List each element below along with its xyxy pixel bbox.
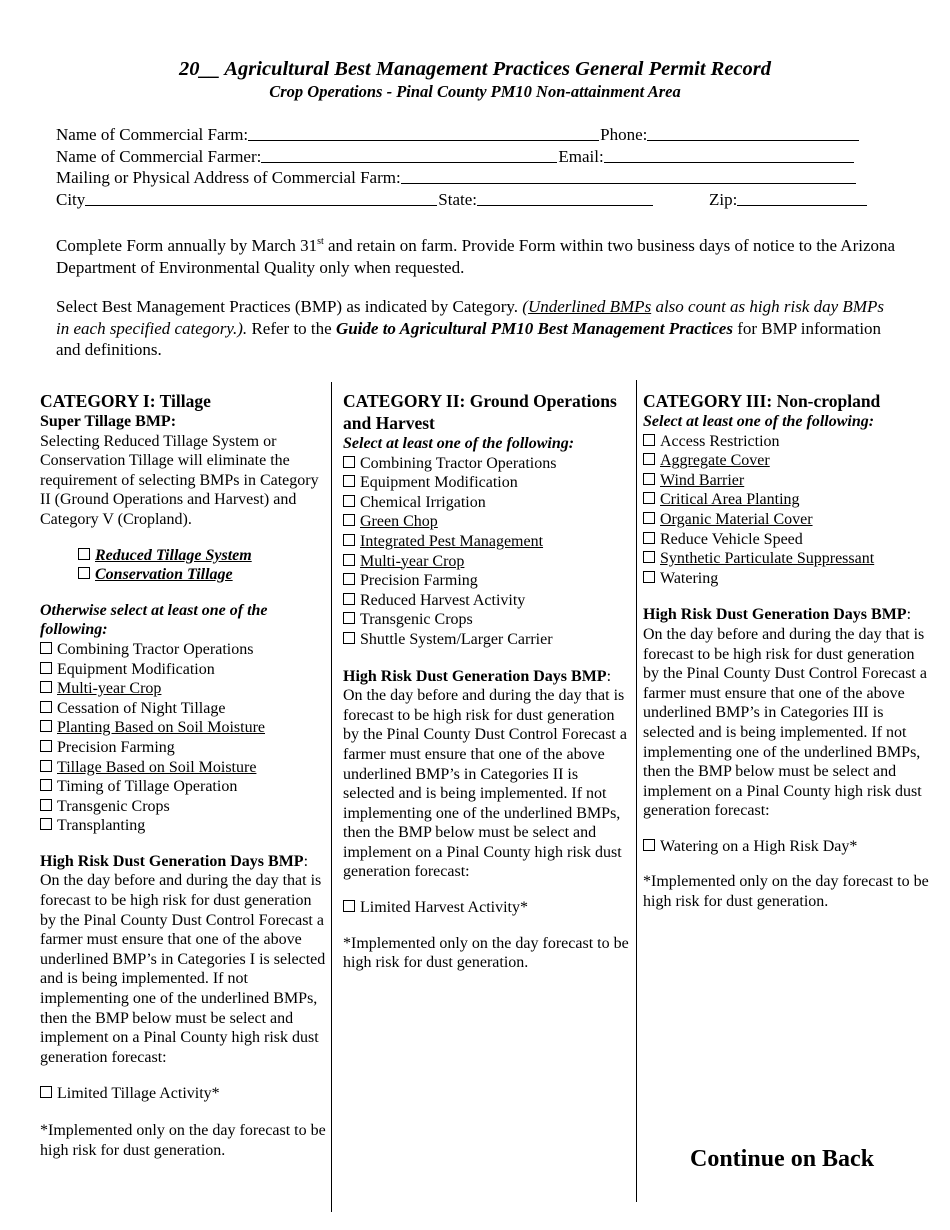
colon: : (606, 667, 612, 685)
item-label: Limited Tillage Activity* (57, 1085, 220, 1103)
cat2-item[interactable] (343, 552, 633, 572)
item-label: Planting Based on Soil Moisture (57, 719, 265, 737)
checkbox[interactable] (643, 453, 655, 465)
cat1-item[interactable] (40, 660, 328, 680)
select-instruction: Select at least one of the following: (343, 435, 575, 452)
guide-title: Guide to Agricultural PM10 Best Management Practices (335, 318, 733, 338)
item-label: Transgenic Crops (360, 611, 473, 629)
form-subtitle: Crop Operations - Pinal County PM10 Non-attainment Area (269, 82, 681, 101)
instructions-text: Complete Form annually by March 31 (56, 236, 318, 255)
select-instruction: Select at least one of the following: (643, 413, 875, 430)
item-label: Precision Farming (360, 572, 478, 590)
high-risk-heading-text: High Risk Dust Generation Days BMP (40, 852, 304, 870)
cat1-item[interactable] (40, 699, 328, 719)
cat1-item[interactable] (40, 718, 328, 738)
column-divider (331, 382, 332, 1212)
item-label: Reduced Tillage System (95, 546, 252, 564)
cat2-item[interactable] (343, 630, 633, 650)
checkbox[interactable] (40, 681, 52, 693)
checkbox[interactable] (40, 740, 52, 752)
item-label: Combining Tractor Operations (57, 640, 254, 658)
high-risk-text: On the day before and during the day that is forecast to be high risk for dust generation by the Pinal County Dust Control Forecast a farmer must ensure that one of the above underlined BMP’s in Categories III is selected and is being implemented. If not implementing one of the underlined BMPs, then the BMP below must be select and implement on a Pinal County high risk dust generation forecast: (643, 625, 927, 820)
item-label: Critical Area Planting (660, 491, 800, 509)
cat1-item[interactable] (40, 679, 328, 699)
checkbox[interactable] (40, 1086, 52, 1098)
state-label: State: (438, 189, 478, 209)
item-label: Wind Barrier (660, 471, 745, 489)
city-row (56, 189, 906, 211)
instructions-text: for BMP information and definitions. (56, 318, 882, 359)
checkbox[interactable] (643, 473, 655, 485)
checkbox[interactable] (40, 818, 52, 830)
item-label: Combining Tractor Operations (360, 454, 557, 472)
footnote: *Implemented only on the day forecast to be high risk for dust generation. (343, 934, 629, 972)
item-label: Synthetic Particulate Suppressant (660, 550, 875, 568)
cat1-item[interactable] (40, 777, 328, 797)
farm-name-input[interactable] (248, 124, 599, 141)
cat2-item[interactable] (343, 493, 633, 513)
column-divider (636, 380, 637, 1202)
item-label: Shuttle System/Larger Carrier (360, 630, 553, 648)
item-label: Equipment Modification (57, 660, 215, 678)
instructions-text: and retain on farm. Provide Form within two business days of notice to the Arizona Department of Environmental Quality only when requested. (56, 236, 896, 277)
checkbox[interactable] (343, 632, 355, 644)
checkbox[interactable] (40, 662, 52, 674)
cat1-high-risk-item[interactable] (40, 1084, 328, 1104)
state-input[interactable] (477, 189, 653, 206)
form-title: 20__ Agricultural Best Management Practices General Permit Record (178, 58, 772, 80)
ordinal-suffix: st (317, 236, 324, 247)
cat1-item[interactable] (40, 738, 328, 758)
farm-name-row (56, 124, 906, 146)
checkbox[interactable] (643, 434, 655, 446)
cat2-item[interactable] (343, 454, 633, 474)
colon: : (906, 606, 912, 624)
item-label: Cessation of Night Tillage (57, 699, 226, 717)
item-label: Reduce Vehicle Speed (660, 530, 803, 548)
email-label: Email: (558, 146, 604, 166)
cat1-item[interactable] (40, 797, 328, 817)
cat3-item[interactable] (643, 432, 933, 452)
super-tillage-heading: Super Tillage BMP: (40, 413, 177, 430)
cat3-item[interactable] (643, 471, 933, 491)
colon: : (303, 852, 309, 870)
category-2-column (343, 390, 633, 973)
high-risk-heading-text: High Risk Dust Generation Days BMP (643, 606, 907, 624)
checkbox[interactable] (343, 900, 355, 912)
continue-on-back: Continue on Back (690, 1146, 875, 1172)
instructions-paragraph-1 (56, 231, 896, 278)
checkbox[interactable] (343, 593, 355, 605)
category-1-heading: CATEGORY I: Tillage (40, 391, 211, 411)
item-label: Limited Harvest Activity* (360, 899, 528, 917)
checkbox[interactable] (40, 799, 52, 811)
address-row (56, 167, 906, 189)
item-label: Multi-year Crop (57, 680, 162, 698)
item-label: Green Chop (360, 513, 438, 531)
checkbox[interactable] (343, 554, 355, 566)
item-label: Conservation Tillage (95, 566, 233, 584)
cat2-item[interactable] (343, 473, 633, 493)
checkbox[interactable] (40, 701, 52, 713)
checkbox[interactable] (643, 492, 655, 504)
item-label: Transgenic Crops (57, 797, 170, 815)
high-risk-text: On the day before and during the day that is forecast to be high risk for dust generation by the Pinal County Dust Control Forecast a farmer must ensure that one of the above underlined BMP’s in Categories II is selected and is being implemented. If not implementing one of the underlined BMPs, then the BMP below must be select and implement on a Pinal County high risk dust generation forecast: (343, 687, 627, 881)
cat3-item[interactable] (643, 451, 933, 471)
cat3-item[interactable] (643, 549, 933, 569)
otherwise-instruction: Otherwise select at least one of the following: (40, 601, 268, 639)
zip-input[interactable] (737, 189, 867, 206)
instructions-text: Refer to the (247, 318, 336, 338)
item-label: Aggregate Cover (660, 452, 770, 470)
item-label: Chemical Irrigation (360, 493, 486, 511)
category-3-column (643, 390, 933, 912)
city-input[interactable] (85, 189, 437, 206)
farm-name-label: Name of Commercial Farm: (56, 125, 249, 144)
checkbox[interactable] (343, 514, 355, 526)
address-input[interactable] (401, 167, 856, 184)
super-tillage-text: Selecting Reduced Tillage System or Conservation Tillage will eliminate the requirement of selecting BMPs in Category II (Ground Operations and Harvest) and Category V (Cropland). (40, 432, 319, 528)
category-1-column (40, 390, 328, 1160)
checkbox[interactable] (40, 760, 52, 772)
high-risk-heading (343, 667, 633, 687)
farmer-name-input[interactable] (261, 146, 557, 163)
cat3-item[interactable] (643, 490, 933, 510)
cat1-item[interactable] (40, 640, 328, 660)
city-label: City (56, 189, 86, 209)
checkbox[interactable] (643, 551, 655, 563)
cat2-item[interactable] (343, 512, 633, 532)
item-label: Integrated Pest Management (360, 532, 544, 550)
footnote: *Implemented only on the day forecast to be high risk for dust generation. (40, 1122, 326, 1159)
item-label: Watering (660, 569, 719, 587)
checkbox[interactable] (643, 839, 655, 851)
high-risk-heading (643, 605, 933, 625)
footnote: *Implemented only on the day forecast to be high risk for dust generation. (643, 873, 929, 911)
checkbox[interactable] (343, 456, 355, 468)
cat3-item[interactable] (643, 510, 933, 530)
cat1-super-item[interactable] (78, 565, 328, 585)
instructions-paragraph-2 (56, 296, 896, 361)
checkbox[interactable] (40, 779, 52, 791)
cat2-item[interactable] (343, 571, 633, 591)
farmer-name-row (56, 146, 906, 168)
cat2-high-risk-item[interactable] (343, 898, 633, 918)
high-risk-text: On the day before and during the day that is forecast to be high risk for dust generation by the Pinal County Dust Control Forecast a farmer must ensure that one of the above underlined BMP’s in Categories I is selected and is being implemented. If not implementing one of the underlined BMPs, then the BMP below must be select and implement on a Pinal County high risk dust generation forecast: (40, 872, 326, 1066)
underlined-bmps-note: Underlined BMPs (527, 297, 652, 316)
high-risk-heading-text: High Risk Dust Generation Days BMP (343, 667, 607, 685)
item-label: Access Restriction (660, 432, 780, 450)
checkbox[interactable] (78, 567, 90, 579)
item-label: Equipment Modification (360, 474, 518, 492)
instructions-italic: also count as high risk day BMPs in each specified category.). (56, 297, 884, 338)
item-label: Reduced Harvest Activity (360, 591, 526, 609)
category-2-heading: CATEGORY II: Ground Operations and Harvest (343, 391, 617, 433)
phone-label: Phone: (600, 125, 648, 144)
phone-input[interactable] (647, 124, 859, 141)
item-label: Tillage Based on Soil Moisture (57, 758, 257, 776)
checkbox[interactable] (643, 571, 655, 583)
checkbox[interactable] (343, 612, 355, 624)
cat2-item[interactable] (343, 591, 633, 611)
checkbox[interactable] (343, 534, 355, 546)
cat1-super-item[interactable] (78, 546, 328, 566)
item-label: Watering on a High Risk Day* (660, 837, 858, 855)
cat3-item[interactable] (643, 569, 933, 589)
cat1-item[interactable] (40, 816, 328, 836)
item-label: Multi-year Crop (360, 552, 465, 570)
cat3-item[interactable] (643, 530, 933, 550)
cat2-item[interactable] (343, 610, 633, 630)
checkbox[interactable] (343, 495, 355, 507)
email-input[interactable] (604, 146, 854, 163)
cat3-high-risk-item[interactable] (643, 837, 933, 857)
item-label: Organic Material Cover (660, 510, 813, 528)
checkbox[interactable] (343, 475, 355, 487)
item-label: Transplanting (57, 817, 146, 835)
cat1-item[interactable] (40, 758, 328, 778)
farmer-name-label: Name of Commercial Farmer: (56, 146, 262, 166)
checkbox[interactable] (40, 720, 52, 732)
high-risk-heading (40, 852, 328, 872)
item-label: Precision Farming (57, 738, 175, 756)
item-label: Timing of Tillage Operation (57, 778, 238, 796)
cat2-item[interactable] (343, 532, 633, 552)
address-label: Mailing or Physical Address of Commercial Farm: (56, 168, 401, 187)
zip-label: Zip: (709, 189, 738, 209)
category-3-heading: CATEGORY III: Non-cropland (643, 391, 881, 411)
checkbox[interactable] (643, 532, 655, 544)
checkbox[interactable] (78, 548, 90, 560)
checkbox[interactable] (343, 573, 355, 585)
instructions-italic: ( (522, 297, 528, 316)
instructions-text: Select Best Management Practices (BMP) as indicated by Category. (56, 297, 523, 316)
checkbox[interactable] (40, 642, 52, 654)
checkbox[interactable] (643, 512, 655, 524)
farm-info-fields (56, 124, 906, 210)
